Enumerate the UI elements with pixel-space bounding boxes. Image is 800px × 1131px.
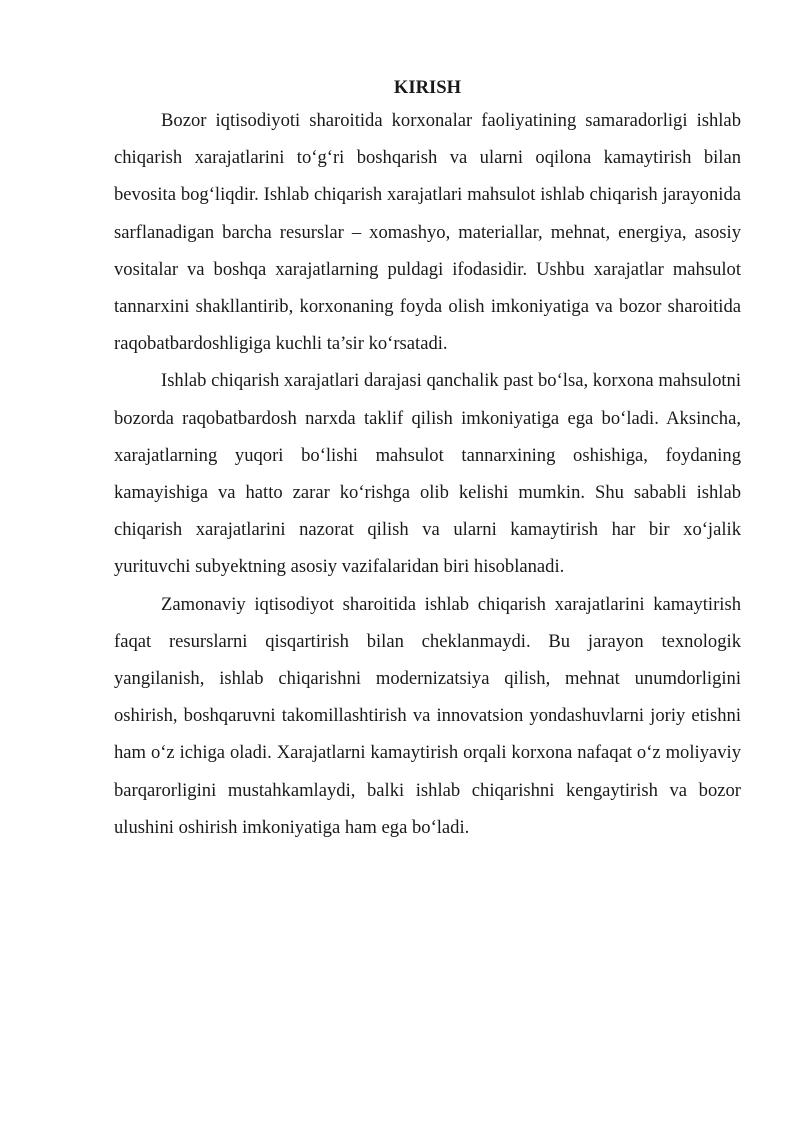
paragraph-1: Bozor iqtisodiyoti sharoitida korxonalar faoliyatining samaradorligi ishlab chiqarish xarajatlarini to‘g‘ri boshqarish va ularni oqilona kamaytirish bilan bevosita bog‘liqdir. Ishlab chiqarish xarajatlari mahsulot ishlab chiqarish jarayonida sarflanadigan barcha resurslar – xomashyo, materiallar, mehnat, energiya, asosiy vositalar va boshqa xarajatlarning puldagi ifodasidir. Ushbu xarajatlar mahsulot tannarxini shakllantirib, korxonaning foyda olish imkoniyatiga va bozor sharoitida raqobatbardoshligiga kuchli ta’sir ko‘rsatadi.: [114, 110, 741, 355]
section-heading: KIRISH: [393, 77, 462, 98]
document-page: [114, 74, 741, 846]
paragraph-3: Zamonaviy iqtisodiyot sharoitida ishlab chiqarish xarajatlarini kamaytirish faqat resurslarni qisqartirish bilan cheklanmaydi. Bu jarayon texnologik yangilanish, ishlab chiqarishni modernizatsiya qilish, mehnat unumdorligini oshirish, boshqaruvni takomillashtirish va innovatsion yondashuvlarni joriy etishni ham o‘z ichiga oladi. Xarajatlarni kamaytirish orqali korxona nafaqat o‘z moliyaviy barqarorligini mustahkamlaydi, balki ishlab chiqarishni kengaytirish va bozor ulushini oshirish imkoniyatiga ham ega bo‘ladi.: [114, 593, 741, 838]
paragraph-2: Ishlab chiqarish xarajatlari darajasi qanchalik past bo‘lsa, korxona mahsulotni bozorda raqobatbardosh narxda taklif qilish imkoniyatiga ega bo‘ladi. Aksincha, xarajatlarning yuqori bo‘lishi mahsulot tannarxining oshishiga, foydaning kamayishiga va hatto zarar ko‘rishga olib kelishi mumkin. Shu sababli ishlab chiqarish xarajatlarini nazorat qilish va ularni kamaytirish har bir xo‘jalik yurituvchi subyektning asosiy vazifalaridan biri hisoblanadi.: [114, 370, 741, 578]
